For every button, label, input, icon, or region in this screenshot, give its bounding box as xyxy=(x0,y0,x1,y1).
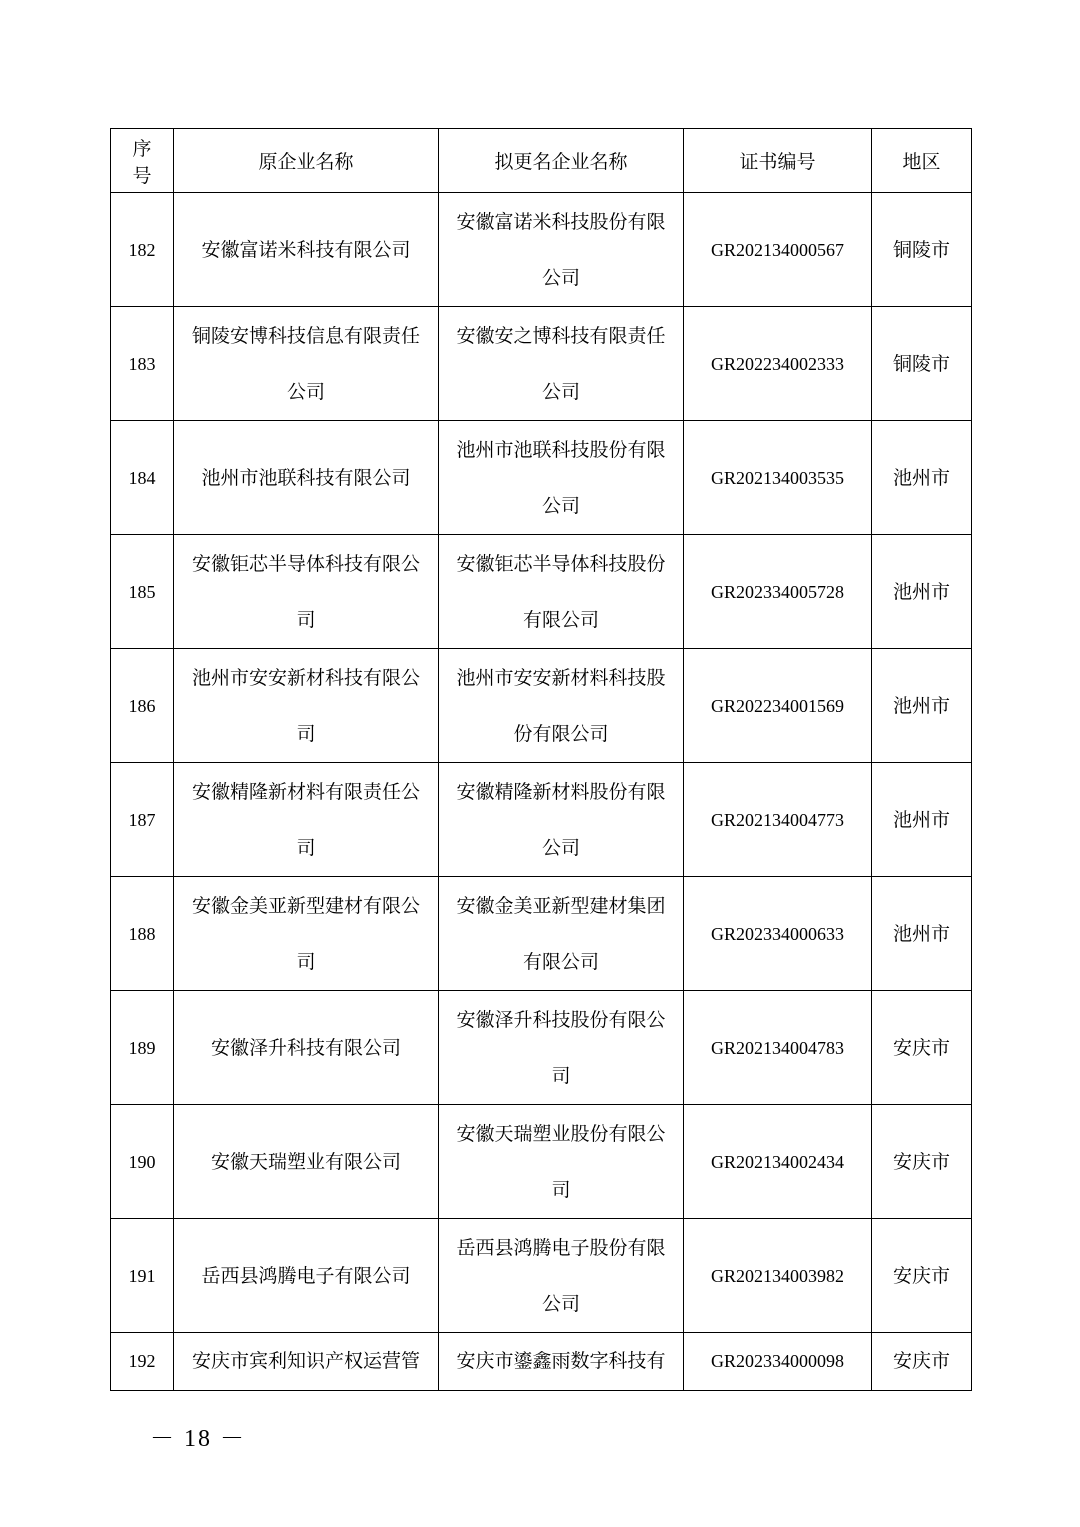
table-row xyxy=(111,991,972,1105)
original-name-cell: 安徽精隆新材料有限责任公司 xyxy=(174,763,439,877)
new-name-cell: 安徽精隆新材料股份有限公司 xyxy=(439,763,684,877)
original-name-cell: 安徽钜芯半导体科技有限公司 xyxy=(174,535,439,649)
region-cell: 池州市 xyxy=(872,649,972,763)
table-row xyxy=(111,421,972,535)
original-name-cell: 铜陵安博科技信息有限责任公司 xyxy=(174,307,439,421)
original-name-cell: 安徽泽升科技有限公司 xyxy=(174,991,439,1105)
header-original-name: 原企业名称 xyxy=(174,129,439,193)
region-cell: 池州市 xyxy=(872,421,972,535)
serial-number-cell: 187 xyxy=(111,763,174,877)
new-name-cell: 安庆市鎏鑫雨数字科技有 xyxy=(439,1333,684,1391)
new-name-cell: 安徽泽升科技股份有限公司 xyxy=(439,991,684,1105)
serial-number-cell: 182 xyxy=(111,193,174,307)
region-cell: 池州市 xyxy=(872,535,972,649)
table-row xyxy=(111,193,972,307)
serial-number-cell: 183 xyxy=(111,307,174,421)
table-row xyxy=(111,535,972,649)
new-name-cell: 安徽钜芯半导体科技股份有限公司 xyxy=(439,535,684,649)
serial-number-cell: 185 xyxy=(111,535,174,649)
header-certificate-number: 证书编号 xyxy=(684,129,872,193)
certificate-number-cell: GR202134004773 xyxy=(684,763,872,877)
certificate-number-cell: GR202134003535 xyxy=(684,421,872,535)
header-new-name: 拟更名企业名称 xyxy=(439,129,684,193)
new-name-cell: 安徽富诺米科技股份有限公司 xyxy=(439,193,684,307)
new-name-cell: 安徽安之博科技有限责任公司 xyxy=(439,307,684,421)
region-cell: 铜陵市 xyxy=(872,193,972,307)
certificate-number-cell: GR202134000567 xyxy=(684,193,872,307)
table-row xyxy=(111,877,972,991)
company-rename-table xyxy=(110,128,972,1391)
region-cell: 安庆市 xyxy=(872,1105,972,1219)
table-row xyxy=(111,1105,972,1219)
table-row xyxy=(111,1333,972,1391)
region-cell: 安庆市 xyxy=(872,991,972,1105)
serial-number-cell: 186 xyxy=(111,649,174,763)
header-region: 地区 xyxy=(872,129,972,193)
region-cell: 安庆市 xyxy=(872,1219,972,1333)
table-row xyxy=(111,649,972,763)
original-name-cell: 安徽天瑞塑业有限公司 xyxy=(174,1105,439,1219)
certificate-number-cell: GR202134003982 xyxy=(684,1219,872,1333)
region-cell: 池州市 xyxy=(872,763,972,877)
serial-number-cell: 191 xyxy=(111,1219,174,1333)
new-name-cell: 池州市安安新材料科技股份有限公司 xyxy=(439,649,684,763)
original-name-cell: 安徽富诺米科技有限公司 xyxy=(174,193,439,307)
original-name-cell: 安庆市宾利知识产权运营管 xyxy=(174,1333,439,1391)
serial-number-cell: 192 xyxy=(111,1333,174,1391)
certificate-number-cell: GR202334000633 xyxy=(684,877,872,991)
original-name-cell: 岳西县鸿腾电子有限公司 xyxy=(174,1219,439,1333)
certificate-number-cell: GR202134002434 xyxy=(684,1105,872,1219)
table-row xyxy=(111,307,972,421)
serial-number-cell: 188 xyxy=(111,877,174,991)
new-name-cell: 安徽天瑞塑业股份有限公司 xyxy=(439,1105,684,1219)
header-serial-number: 序号 xyxy=(111,129,174,193)
new-name-cell: 安徽金美亚新型建材集团有限公司 xyxy=(439,877,684,991)
new-name-cell: 岳西县鸿腾电子股份有限公司 xyxy=(439,1219,684,1333)
certificate-number-cell: GR202134004783 xyxy=(684,991,872,1105)
original-name-cell: 池州市安安新材科技有限公司 xyxy=(174,649,439,763)
serial-number-cell: 190 xyxy=(111,1105,174,1219)
region-cell: 池州市 xyxy=(872,877,972,991)
table-row xyxy=(111,763,972,877)
region-cell: 安庆市 xyxy=(872,1333,972,1391)
original-name-cell: 池州市池联科技有限公司 xyxy=(174,421,439,535)
region-cell: 铜陵市 xyxy=(872,307,972,421)
certificate-number-cell: GR202234002333 xyxy=(684,307,872,421)
serial-number-cell: 189 xyxy=(111,991,174,1105)
certificate-number-cell: GR202334000098 xyxy=(684,1333,872,1391)
original-name-cell: 安徽金美亚新型建材有限公司 xyxy=(174,877,439,991)
new-name-cell: 池州市池联科技股份有限公司 xyxy=(439,421,684,535)
table-row xyxy=(111,1219,972,1333)
serial-number-cell: 184 xyxy=(111,421,174,535)
table-header-row xyxy=(111,129,972,193)
certificate-number-cell: GR202334005728 xyxy=(684,535,872,649)
certificate-number-cell: GR202234001569 xyxy=(684,649,872,763)
page-number: － 18 － xyxy=(150,1426,246,1452)
